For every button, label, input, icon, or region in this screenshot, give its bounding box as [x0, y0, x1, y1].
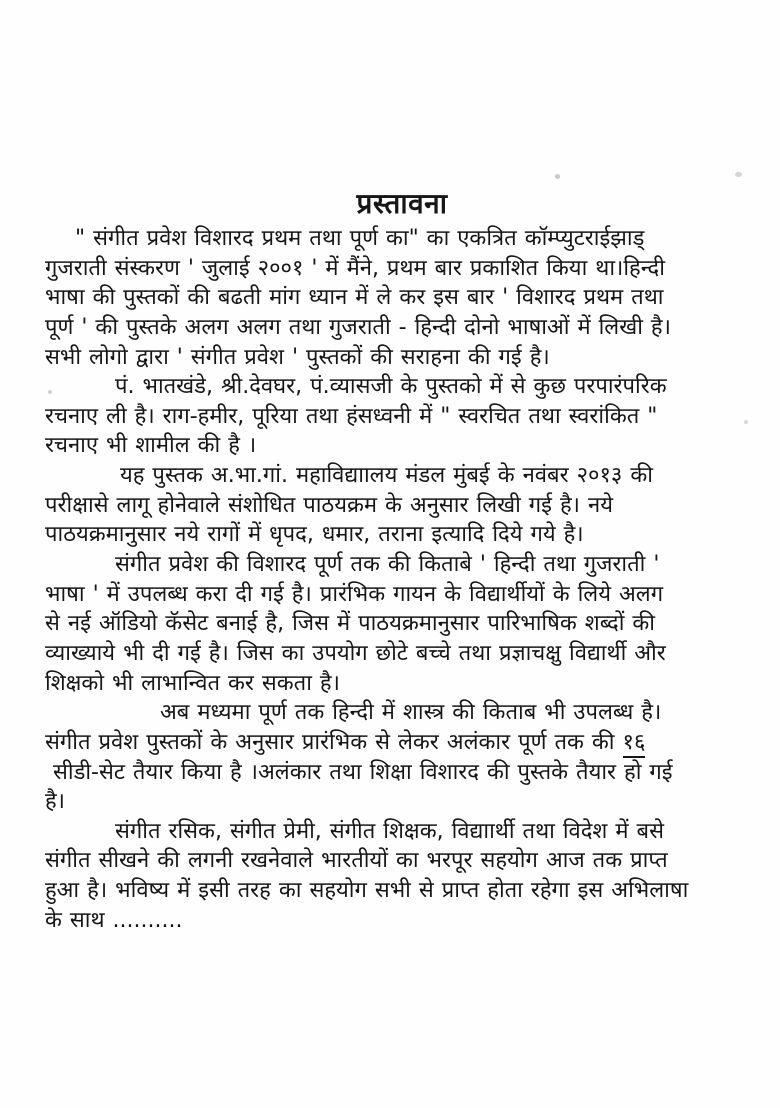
text-segment: गुजराती संस्करण ' जुलाई २००१ ' में मैंने, प्रथम बार प्रकाशित किया था।हिन्दी — [45, 255, 665, 281]
text-segment: सीडी-सेट तैयार किया है ।अलंकार तथा शिक्षा विशारद की पुस्तके तैयार हो गई — [53, 759, 673, 785]
text-segment: परीक्षासे लागू होनेवाले संशोधित पाठयक्रम के अनुसार लिखी गई है। नये — [45, 492, 613, 518]
underlined-number: १६ — [623, 730, 646, 758]
text-segment: व्याख्याये भी दी गई है। जिस का उपयोग छोटे बच्चे तथा प्रज्ञाचक्षु विद्यार्थी और — [45, 640, 666, 666]
text-segment: हुआ है। भविष्य में इसी तरह का सहयोग सभी से प्राप्त होता रहेगा इस अभिलाषा — [45, 878, 689, 904]
text-segment: संगीत प्रवेश की विशारद पूर्ण तक की किताबे ' हिन्दी तथा गुजराती ' — [115, 552, 660, 578]
text-line — [45, 846, 755, 876]
text-line — [45, 520, 755, 550]
text-line — [45, 283, 755, 313]
text-line — [45, 372, 755, 402]
text-line — [45, 698, 755, 728]
text-line — [45, 343, 755, 373]
text-segment: से नई ऑडियो कॅसेट बनाई है, जिस में पाठयक्रमानुसार पारिभाषिक शब्दों की — [45, 611, 655, 637]
text-segment: यह पुस्तक अ.भा.गां. महाविद्याालय मंडल मुंबई के नवंबर २०१३ की — [120, 463, 653, 489]
text-segment: रचनाए ली है। राग-हमीर, पूरिया तथा हंसध्वनी में " स्वरचित तथा स्वरांकित " — [45, 403, 658, 429]
text-segment: संगीत सीखने की लगनी रखनेवाले भारतीयों का भरपूर सहयोग आज तक प्राप्त — [45, 848, 668, 874]
text-line — [45, 906, 755, 936]
text-line — [45, 402, 755, 432]
text-line — [45, 224, 755, 254]
text-line — [45, 491, 755, 521]
text-segment: भाषा ' में उपलब्ध करा दी गई है। प्रारंभिक गायन के विद्यार्थीयों के लिये अलग — [45, 581, 664, 607]
text-segment: शिक्षको भी लाभान्वित कर सकता है। — [45, 670, 340, 696]
text-segment: पं. भातखंडे, श्री.देवघर, पं.व्यासजी के पुस्तको में से कुछ परपारंपरिक — [115, 374, 667, 400]
text-line — [45, 254, 755, 284]
text-line — [45, 787, 755, 817]
text-segment: संगीत प्रवेश पुस्तकों के अनुसार प्रारंभिक से लेकर अलंकार पूर्ण तक की — [45, 729, 623, 755]
text-segment: है। — [45, 789, 66, 815]
text-segment: अब मध्यमा पूर्ण तक हिन्दी में शास्त्र की किताब भी उपलब्ध है। — [160, 700, 662, 726]
text-line — [45, 876, 755, 906]
text-segment: रचनाए भी शामील की है । — [45, 433, 257, 459]
text-segment: पाठयक्रमानुसार नये रागों में धृपद, धमार, तराना इत्यादि दिये गये है। — [45, 522, 584, 548]
text-line — [45, 609, 755, 639]
text-segment: भाषा की पुस्तकों की बढती मांग ध्यान में ले कर इस बार ' विशारद प्रथम तथा — [45, 285, 664, 311]
text-line — [45, 728, 755, 758]
text-segment: " संगीत प्रवेश विशारद प्रथम तथा पूर्ण का" का एकत्रित कॉम्प्युटराईझाड् — [75, 226, 645, 251]
text-line — [45, 758, 755, 788]
text-segment: के साथ .......... — [45, 907, 183, 933]
scan-speck — [555, 174, 560, 179]
text-line — [45, 817, 755, 847]
text-line — [45, 313, 755, 343]
text-segment: संगीत रसिक, संगीत प्रेमी, संगीत शिक्षक, विद्याार्थी तथा विदेश में बसे — [115, 818, 664, 844]
page-title: प्रस्तावना — [356, 187, 448, 220]
text-line — [45, 669, 755, 699]
text-line — [45, 580, 755, 610]
text-line — [45, 431, 755, 461]
text-segment: सभी लोगो द्वारा ' संगीत प्रवेश ' पुस्तकों की सराहना की गई है। — [45, 344, 550, 370]
scan-speck — [735, 172, 742, 177]
text-line — [45, 550, 755, 580]
text-line — [45, 639, 755, 669]
text-line — [45, 461, 755, 491]
text-segment: पूर्ण ' की पुस्तके अलग अलग तथा गुजराती - हिन्दी दोनो भाषाओं में लिखी है। — [45, 314, 671, 340]
document-body — [45, 224, 755, 935]
